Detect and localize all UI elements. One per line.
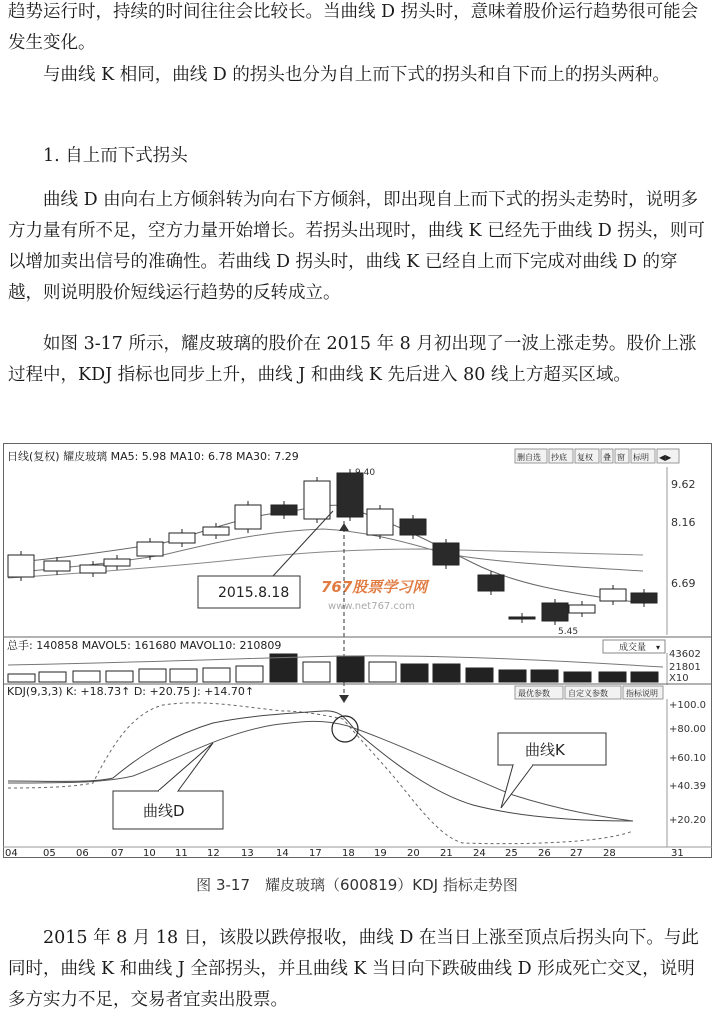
- paragraph-1: 趋势运行时，持续的时间往往会比较长。当曲线 D 拐头时，意味着股价运行趋势很可能会发生变化。: [8, 2, 699, 53]
- volume-bar: [236, 666, 263, 682]
- kdj-button-label: 自定义参数: [568, 689, 608, 698]
- watermark-url: www.net767.com: [328, 601, 415, 612]
- date-tick: 04: [5, 848, 18, 858]
- chart-svg: [3, 443, 712, 858]
- kdj-tick-2: +40.39: [669, 781, 707, 792]
- date-tick: 19: [374, 848, 387, 858]
- candle-body: [8, 555, 34, 577]
- price-tick-0: 9.62: [671, 478, 696, 491]
- candle-body: [433, 543, 459, 565]
- candle-body: [137, 542, 163, 556]
- toolbar-button-label: 复权: [577, 453, 593, 462]
- candle-body: [44, 561, 70, 571]
- volume-bar: [73, 671, 100, 682]
- candle-body: [600, 589, 626, 601]
- date-tick: 25: [505, 848, 518, 858]
- date-tick: 06: [76, 848, 89, 858]
- volume-bar: [170, 669, 197, 682]
- price-header: 日线(复权) 耀皮玻璃 MA5: 5.98 MA10: 6.78 MA30: 7.29: [7, 450, 299, 463]
- paragraph-4: 如图 3-17 所示，耀皮玻璃的股价在 2015 年 8 月初出现了一波上涨走势。股价上涨过程中，KDJ 指标也同步上升，曲线 J 和曲线 K 先后进入 80 线上方超买区域。: [8, 334, 697, 385]
- volume-bar: [303, 662, 330, 682]
- volume-bar: [106, 671, 133, 682]
- toolbar-button-label: 叠: [603, 453, 611, 462]
- volume-bar: [203, 668, 230, 682]
- volume-bar: [466, 668, 493, 682]
- callout-d-label: 曲线D: [143, 802, 185, 820]
- toolbar-button-label: 抄底: [551, 453, 567, 462]
- date-tick: 10: [143, 848, 156, 858]
- price-tick-1: 8.16: [671, 516, 696, 529]
- paragraph-2: 与曲线 K 相同，曲线 D 的拐头也分为自上而下式的拐头和自下而上的拐头两种。: [43, 65, 670, 85]
- volume-bar: [499, 670, 526, 682]
- candle-body: [169, 533, 195, 543]
- date-callout: 2015.8.18: [218, 585, 290, 601]
- toolbar-button-label: 删自选: [517, 453, 541, 462]
- candle-body: [203, 527, 229, 535]
- stock-chart: [3, 443, 712, 858]
- date-tick: 20: [407, 848, 420, 858]
- volume-bar: [564, 672, 591, 682]
- kdj-tick-top: +100.0: [669, 700, 707, 711]
- paragraph-3: 曲线 D 由向右上方倾斜转为向右下方倾斜，即出现自上而下式的拐头走势时，说明多方力量有所不足，空方力量开始增长。若拐头出现时，曲线 K 已经先于曲线 D 拐头，则可以增加卖出信号的准确性。若曲线 D 拐头时，曲线 K 已经自上而下完成对曲线 D 的穿越，则说明股价短线运行趋势的反转成立。: [8, 190, 705, 303]
- low-price-label: 5.45: [558, 627, 579, 637]
- date-tick: 11: [175, 848, 188, 858]
- date-tick: 05: [43, 848, 56, 858]
- candle-body: [304, 481, 330, 519]
- kdj-tick-0: +80.00: [669, 724, 707, 735]
- kdj-tick-3: +20.20: [669, 815, 707, 826]
- volume-bar: [8, 674, 35, 682]
- date-tick: 07: [111, 848, 124, 858]
- kdj-header: KDJ(9,3,3) K: +18.73↑ D: +20.75 J: +14.70↑: [7, 685, 255, 698]
- volume-header: 总手: 140858 MAVOL5: 161680 MAVOL10: 210809: [7, 639, 282, 652]
- candle-body: [337, 473, 363, 517]
- date-tick: 13: [241, 848, 254, 858]
- candle-body: [235, 505, 261, 529]
- candle-body: [542, 603, 568, 621]
- price-tick-2: 6.69: [671, 577, 696, 590]
- volume-bar: [139, 669, 166, 682]
- candle-body: [80, 565, 106, 573]
- kdj-tick-1: +60.10: [669, 753, 707, 764]
- candle-body: [367, 509, 393, 535]
- volume-bar: [369, 662, 396, 682]
- date-tick: 12: [207, 848, 220, 858]
- volume-bar: [433, 664, 460, 682]
- high-price-label: 9.40: [355, 468, 376, 478]
- volume-bar: [401, 664, 428, 682]
- date-tick: 24: [473, 848, 486, 858]
- candle-body: [631, 593, 657, 603]
- date-tick: 17: [309, 848, 322, 858]
- section-heading: 1. 自上而下式拐头: [43, 146, 188, 166]
- volume-tick-1: 21801: [669, 662, 701, 673]
- arrow-icon: ◀▶: [659, 453, 672, 462]
- date-tick: 28: [603, 848, 616, 858]
- toolbar-button-label: 标明: [633, 453, 649, 462]
- volume-bar: [39, 672, 66, 682]
- date-tick: 14: [276, 848, 289, 858]
- kdj-toolbar: [515, 686, 663, 699]
- callout-k-label: 曲线K: [525, 741, 565, 759]
- watermark-logo: 767股票学习网: [321, 578, 428, 596]
- candle-body: [509, 617, 535, 619]
- volume-bar: [337, 656, 364, 682]
- kdj-button-label: 最优参数: [518, 689, 550, 698]
- toolbar-button-label: 窗: [617, 453, 625, 462]
- price-toolbar: [515, 449, 679, 463]
- candle-body: [400, 519, 426, 535]
- candle-body: [271, 505, 297, 515]
- date-tick: 31: [671, 848, 684, 858]
- candle-body: [478, 575, 504, 591]
- volume-bar: [599, 672, 626, 682]
- paragraph-5: 2015 年 8 月 18 日，该股以跌停报收，曲线 D 在当日上涨至顶点后拐头向下。与此同时，曲线 K 和曲线 J 全部拐头，并且曲线 K 当日向下跌破曲线 D 形成死亡交叉，说明多方实力不足，交易者宜卖出股票。: [8, 928, 699, 1010]
- candle-body: [569, 605, 595, 613]
- volume-bar: [631, 672, 658, 682]
- date-tick: 21: [440, 848, 453, 858]
- kdj-button-label: 指标说明: [626, 689, 658, 698]
- date-tick: 27: [570, 848, 583, 858]
- chevron-down-icon: ▾: [656, 643, 661, 652]
- date-tick: 18: [342, 848, 355, 858]
- volume-tick-0: 43602: [669, 649, 701, 660]
- figure-caption: 图 3-17 耀皮玻璃（600819）KDJ 指标走势图: [196, 876, 518, 894]
- volume-tick-2: X10: [669, 673, 689, 684]
- volume-select-label: 成交量: [619, 643, 647, 653]
- date-tick: 26: [538, 848, 551, 858]
- candle-body: [104, 559, 130, 566]
- volume-bar: [531, 670, 558, 682]
